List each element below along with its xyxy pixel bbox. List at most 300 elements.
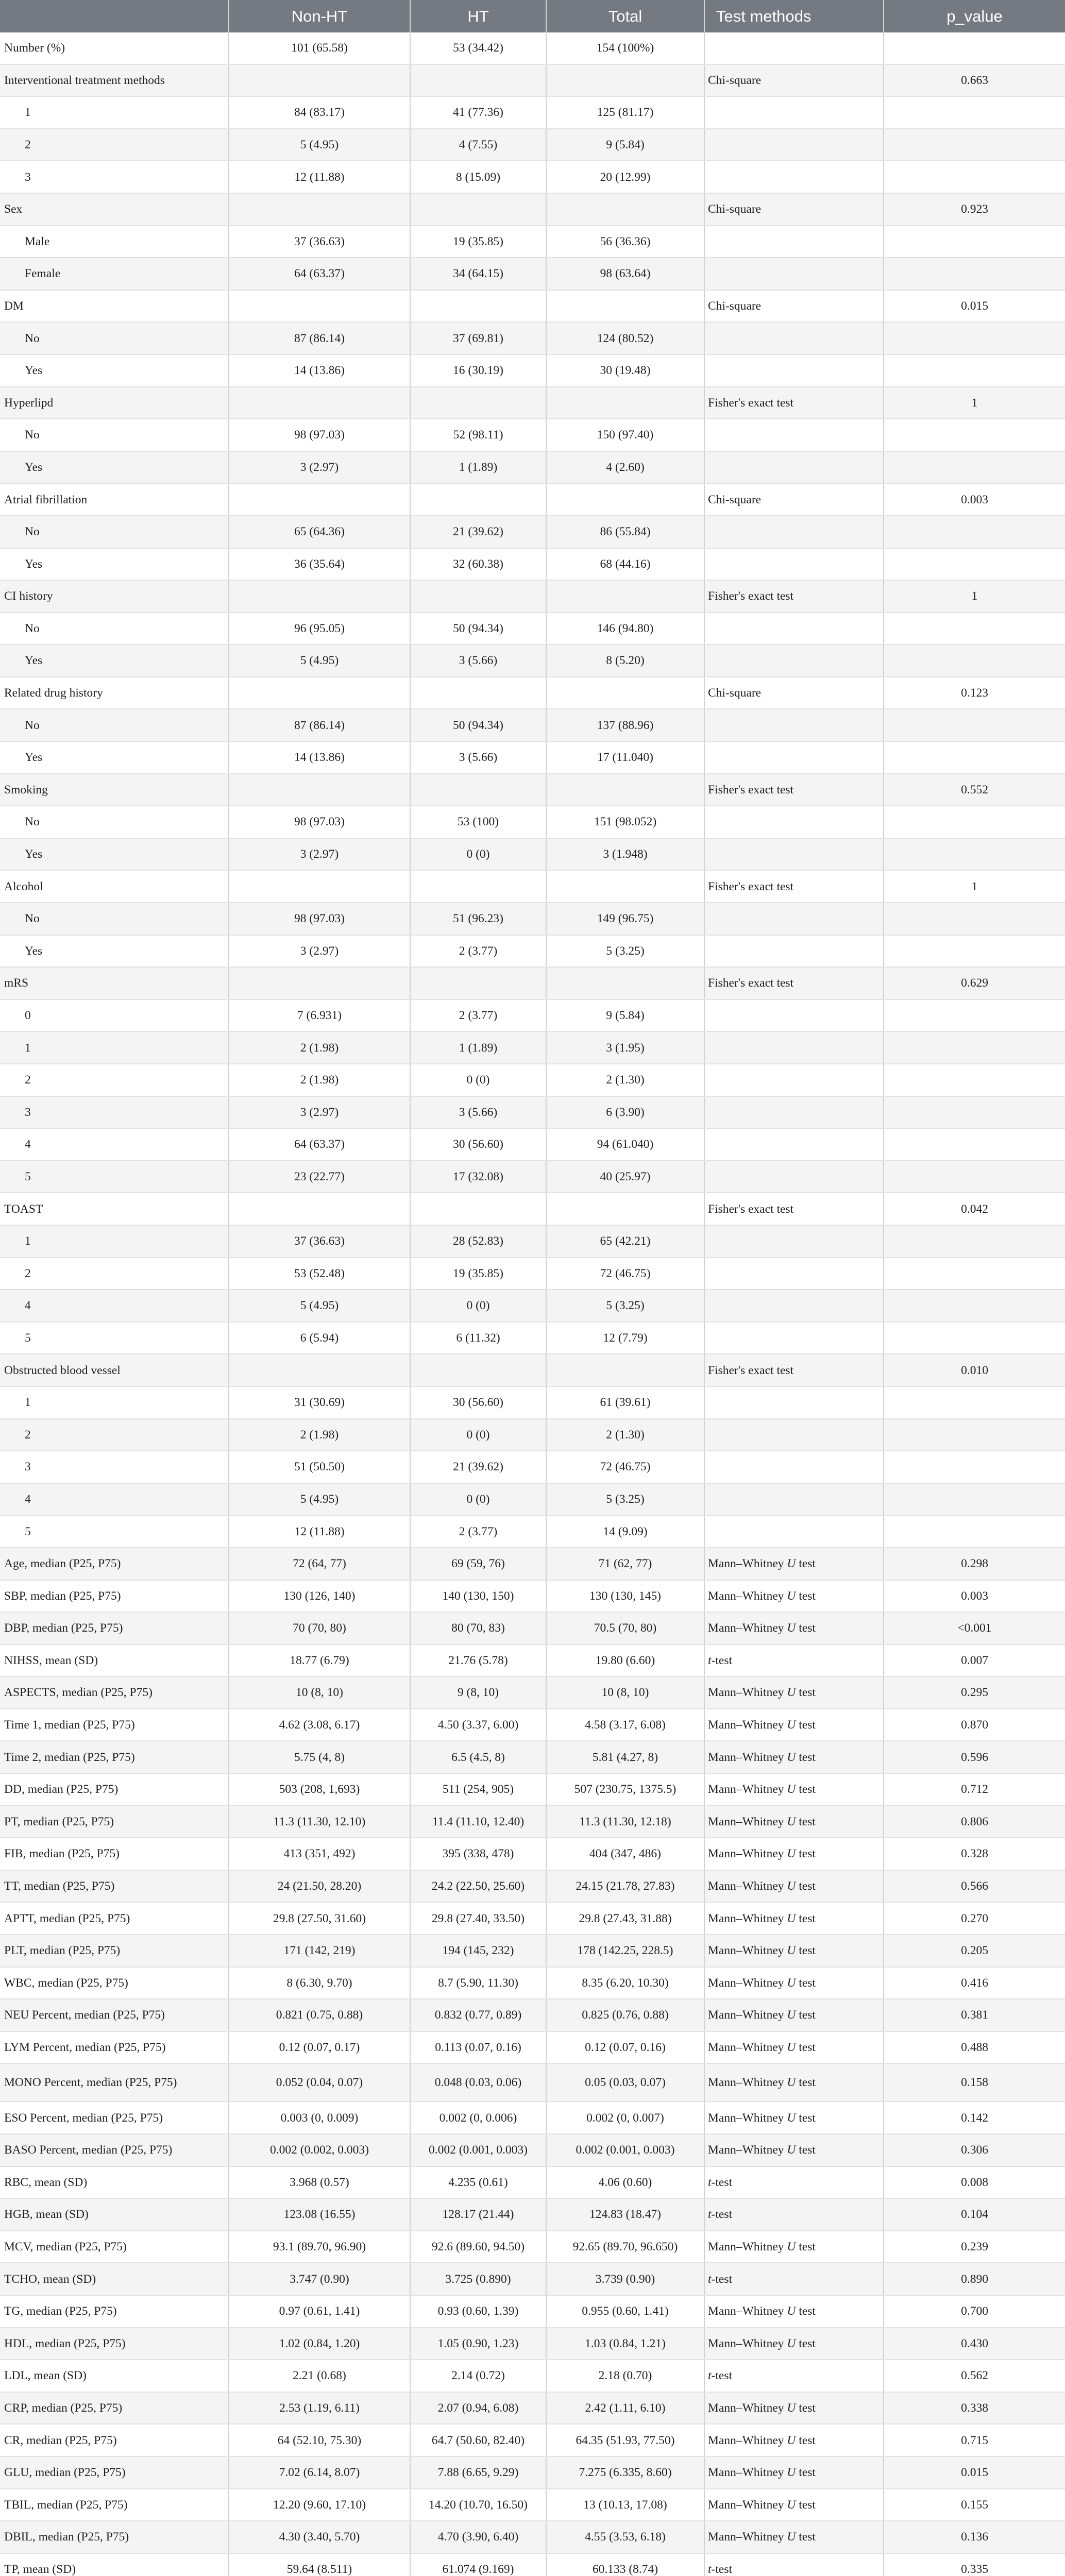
non-ht-value: 65 (64.36) [229,516,410,548]
ht-value: 2 (3.77) [410,999,546,1032]
ht-value: 2.07 (0.94, 6.08) [410,2392,546,2425]
row-label: 4 [0,1128,229,1161]
total-value: 1.03 (0.84, 1.21) [546,2328,704,2360]
total-value: 2 (1.30) [546,1419,704,1451]
table-row [0,32,1065,64]
table-row [0,2198,1065,2231]
row-label: Yes [0,935,229,968]
non-ht-value: 64 (63.37) [229,258,410,290]
test-method: Mann–Whitney U test [704,1870,884,1903]
table-row [0,1419,1065,1451]
table-row [0,709,1065,741]
table-row [0,1548,1065,1580]
row-label: HDL, median (P25, P75) [0,2328,229,2360]
p-value: 0.010 [884,1354,1065,1386]
ht-value: 52 (98.11) [410,419,546,451]
p-value [884,741,1065,774]
p-value: 0.306 [884,2134,1065,2166]
total-value: 60.133 (8.74) [546,2553,704,2576]
test-method: Chi-square [704,193,884,226]
total-value: 4.06 (0.60) [546,2166,704,2199]
total-value: 40 (25.97) [546,1161,704,1193]
row-label: No [0,613,229,645]
non-ht-value: 72 (64, 77) [229,1548,410,1580]
non-ht-value: 59.64 (8.511) [229,2553,410,2576]
row-label: TOAST [0,1193,229,1225]
total-value [546,870,704,903]
ht-value [410,193,546,226]
non-ht-value: 101 (65.58) [229,32,410,64]
ht-value [410,290,546,323]
row-label: Yes [0,451,229,484]
u-glyph: U [787,1879,796,1893]
test-method: Mann–Whitney U test [704,2102,884,2134]
ht-value [410,1193,546,1225]
table-row [0,2521,1065,2553]
test-method: Mann–Whitney U test [704,2063,884,2102]
test-method: Mann–Whitney U test [704,1709,884,1741]
test-method: t-test [704,2166,884,2199]
total-value: 24.15 (21.78, 27.83) [546,1870,704,1903]
p-value [884,548,1065,581]
total-value: 3 (1.948) [546,838,704,871]
u-glyph: U [787,2530,796,2544]
header-total: Total [546,0,704,32]
table-row [0,2424,1065,2456]
test-method [704,645,884,677]
row-label: TT, median (P25, P75) [0,1870,229,1903]
test-method: Mann–Whitney U test [704,1902,884,1935]
p-value: 0.298 [884,1548,1065,1580]
test-method: Mann–Whitney U test [704,1967,884,1999]
non-ht-value [229,870,410,903]
u-glyph: U [787,2041,796,2055]
table-row [0,2231,1065,2263]
total-value [546,483,704,516]
ht-value: 37 (69.81) [410,322,546,354]
ht-value: 28 (52.83) [410,1225,546,1258]
u-glyph: U [787,2466,796,2480]
table-row [0,613,1065,645]
row-label: CR, median (P25, P75) [0,2424,229,2456]
ht-value: 2 (3.77) [410,1515,546,1548]
total-value: 0.825 (0.76, 0.88) [546,1999,704,2031]
u-glyph: U [787,2143,796,2157]
p-value: 0.870 [884,1709,1065,1741]
table-row [0,193,1065,226]
total-value: 404 (347, 486) [546,1838,704,1870]
p-value: 0.008 [884,2166,1065,2199]
row-label: 4 [0,1483,229,1516]
total-value: 124.83 (18.47) [546,2198,704,2231]
non-ht-value: 123.08 (16.55) [229,2198,410,2231]
ht-value: 21 (39.62) [410,1451,546,1483]
table-row [0,1515,1065,1548]
non-ht-value: 0.97 (0.61, 1.41) [229,2295,410,2328]
ht-value: 4.235 (0.61) [410,2166,546,2199]
t-glyph: t [708,2208,712,2222]
ht-value: 29.8 (27.40, 33.50) [410,1902,546,1935]
test-method [704,1225,884,1258]
row-label: mRS [0,967,229,999]
ht-value: 17 (32.08) [410,1161,546,1193]
row-label: Male [0,226,229,258]
u-glyph: U [787,1911,796,1925]
u-glyph: U [787,1621,796,1635]
test-method: Mann–Whitney U test [704,1773,884,1806]
p-value: 0.596 [884,1741,1065,1773]
row-label: LYM Percent, median (P25, P75) [0,2031,229,2064]
p-value: 0.416 [884,1967,1065,1999]
p-value: 0.003 [884,1580,1065,1613]
test-method: Fisher's exact test [704,1193,884,1225]
ht-value [410,677,546,709]
ht-value: 0 (0) [410,838,546,871]
p-value [884,1386,1065,1419]
row-label: ESO Percent, median (P25, P75) [0,2102,229,2134]
ht-value: 194 (145, 232) [410,1935,546,1967]
ht-value: 16 (30.19) [410,354,546,387]
table-row [0,1193,1065,1225]
total-value: 0.12 (0.07, 0.16) [546,2031,704,2064]
table-row [0,1806,1065,1838]
total-value: 12 (7.79) [546,1322,704,1354]
total-value: 29.8 (27.43, 31.88) [546,1902,704,1935]
ht-value: 128.17 (21.44) [410,2198,546,2231]
test-method [704,1128,884,1161]
total-value [546,1193,704,1225]
non-ht-value: 5.75 (4, 8) [229,1741,410,1773]
row-label: APTT, median (P25, P75) [0,1902,229,1935]
test-method [704,258,884,290]
non-ht-value: 4.30 (3.40, 5.70) [229,2521,410,2553]
table-row [0,1161,1065,1193]
test-method [704,1258,884,1290]
total-value [546,387,704,419]
p-value: 1 [884,387,1065,419]
non-ht-value: 37 (36.63) [229,226,410,258]
ht-value: 0 (0) [410,1419,546,1451]
ht-value: 64.7 (50.60, 82.40) [410,2424,546,2456]
p-value: 0.552 [884,774,1065,806]
non-ht-value [229,64,410,97]
non-ht-value [229,1193,410,1225]
row-label: NEU Percent, median (P25, P75) [0,1999,229,2031]
total-value: 9 (5.84) [546,129,704,161]
row-label: Yes [0,548,229,581]
total-value: 14 (9.09) [546,1515,704,1548]
row-label: Age, median (P25, P75) [0,1548,229,1580]
table-row [0,483,1065,516]
row-label: No [0,419,229,451]
row-label: 5 [0,1322,229,1354]
row-label: Yes [0,741,229,774]
p-value [884,1225,1065,1258]
ht-value: 9 (8, 10) [410,1676,546,1709]
u-glyph: U [787,2008,796,2022]
total-value [546,580,704,613]
row-label: TP, mean (SD) [0,2553,229,2576]
non-ht-value: 3 (2.97) [229,451,410,484]
non-ht-value: 12.20 (9.60, 17.10) [229,2489,410,2521]
ht-value [410,483,546,516]
row-label: 3 [0,1096,229,1129]
total-value: 4.58 (3.17, 6.08) [546,1709,704,1741]
table-row [0,2263,1065,2295]
ht-value: 19 (35.85) [410,1258,546,1290]
total-value: 4 (2.60) [546,451,704,484]
test-method: t-test [704,2360,884,2392]
total-value: 5 (3.25) [546,1290,704,1322]
row-label: SBP, median (P25, P75) [0,1580,229,1613]
non-ht-value: 7 (6.931) [229,999,410,1032]
total-value: 5.81 (4.27, 8) [546,1741,704,1773]
table-row [0,2553,1065,2576]
ht-value: 21 (39.62) [410,516,546,548]
p-value: 0.335 [884,2553,1065,2576]
test-method: Mann–Whitney U test [704,2231,884,2263]
table-row [0,1935,1065,1967]
non-ht-value: 98 (97.03) [229,419,410,451]
total-value [546,774,704,806]
table-row [0,419,1065,451]
non-ht-value: 64 (63.37) [229,1128,410,1161]
ht-value: 0.002 (0, 0.006) [410,2102,546,2134]
row-label: No [0,903,229,935]
non-ht-value: 1.02 (0.84, 1.20) [229,2328,410,2360]
total-value: 5 (3.25) [546,1483,704,1516]
table-row [0,1612,1065,1645]
table-row [0,2031,1065,2064]
p-value: 0.295 [884,1676,1065,1709]
p-value: 0.806 [884,1806,1065,1838]
table-row [0,1096,1065,1129]
total-value: 0.002 (0.001, 0.003) [546,2134,704,2166]
u-glyph: U [787,1589,796,1603]
p-value: 1 [884,870,1065,903]
total-value: 10 (8, 10) [546,1676,704,1709]
non-ht-value: 84 (83.17) [229,96,410,129]
row-label: 1 [0,1386,229,1419]
total-value [546,967,704,999]
p-value: 0.562 [884,2360,1065,2392]
p-value: 0.270 [884,1902,1065,1935]
non-ht-value: 2 (1.98) [229,1031,410,1064]
non-ht-value: 29.8 (27.50, 31.60) [229,1902,410,1935]
total-value: 137 (88.96) [546,709,704,741]
p-value: 0.488 [884,2031,1065,2064]
ht-value [410,967,546,999]
total-value: 178 (142.25, 228.5) [546,1935,704,1967]
ht-value [410,870,546,903]
non-ht-value: 171 (142, 219) [229,1935,410,1967]
test-method: t-test [704,1645,884,1677]
total-value: 98 (63.64) [546,258,704,290]
non-ht-value: 4.62 (3.08, 6.17) [229,1709,410,1741]
test-method: Fisher's exact test [704,1354,884,1386]
ht-value [410,387,546,419]
test-method: t-test [704,2553,884,2576]
table-row [0,1258,1065,1290]
total-value: 8 (5.20) [546,645,704,677]
test-method: Mann–Whitney U test [704,1838,884,1870]
test-method: Mann–Whitney U test [704,1741,884,1773]
table-row [0,967,1065,999]
row-label: Interventional treatment methods [0,64,229,97]
row-label: TBIL, median (P25, P75) [0,2489,229,2521]
total-value: 64.35 (51.93, 77.50) [546,2424,704,2456]
table-row [0,322,1065,354]
p-value [884,226,1065,258]
p-value [884,903,1065,935]
non-ht-value: 93.1 (89.70, 96.90) [229,2231,410,2263]
non-ht-value: 503 (208, 1,693) [229,1773,410,1806]
table-row [0,64,1065,97]
p-value [884,258,1065,290]
row-label: Time 1, median (P25, P75) [0,1709,229,1741]
t-glyph: t [708,2175,712,2189]
non-ht-value: 5 (4.95) [229,129,410,161]
row-label: Alcohol [0,870,229,903]
non-ht-value: 37 (36.63) [229,1225,410,1258]
ht-value: 3 (5.66) [410,741,546,774]
p-value [884,161,1065,193]
total-value [546,290,704,323]
non-ht-value: 96 (95.05) [229,613,410,645]
test-method: Chi-square [704,64,884,97]
p-value: 0.700 [884,2295,1065,2328]
total-value: 71 (62, 77) [546,1548,704,1580]
table-body [0,32,1065,2576]
u-glyph: U [787,1686,796,1700]
table-header [0,0,1065,32]
p-value: 0.239 [884,2231,1065,2263]
ht-value: 6 (11.32) [410,1322,546,1354]
u-glyph: U [787,2076,796,2090]
test-method [704,354,884,387]
non-ht-value [229,967,410,999]
u-glyph: U [787,1815,796,1828]
total-value: 65 (42.21) [546,1225,704,1258]
u-glyph: U [787,2498,796,2512]
test-method [704,903,884,935]
ht-value: 69 (59, 76) [410,1548,546,1580]
total-value: 125 (81.17) [546,96,704,129]
total-value: 30 (19.48) [546,354,704,387]
table-row [0,806,1065,838]
test-method: Mann–Whitney U test [704,1999,884,2031]
non-ht-value: 3 (2.97) [229,838,410,871]
total-value: 61 (39.61) [546,1386,704,1419]
table-row [0,741,1065,774]
table-row [0,2295,1065,2328]
ht-value: 92.6 (89.60, 94.50) [410,2231,546,2263]
non-ht-value: 5 (4.95) [229,1483,410,1516]
table-row [0,1483,1065,1516]
table-row [0,2392,1065,2425]
test-method: Mann–Whitney U test [704,2456,884,2489]
u-glyph: U [787,2304,796,2318]
test-method: Mann–Whitney U test [704,2295,884,2328]
non-ht-value: 0.052 (0.04, 0.07) [229,2063,410,2102]
test-method: Mann–Whitney U test [704,1548,884,1580]
total-value: 86 (55.84) [546,516,704,548]
non-ht-value [229,1354,410,1386]
non-ht-value: 18.77 (6.79) [229,1645,410,1677]
total-value: 507 (230.75, 1375.5) [546,1773,704,1806]
p-value: 0.158 [884,2063,1065,2102]
row-label: 2 [0,1258,229,1290]
non-ht-value: 0.12 (0.07, 0.17) [229,2031,410,2064]
table-row [0,2134,1065,2166]
header-test-methods: Test methods [704,0,884,32]
table-row [0,1580,1065,1613]
ht-value: 34 (64.15) [410,258,546,290]
total-value: 19.80 (6.60) [546,1645,704,1677]
p-value: 0.136 [884,2521,1065,2553]
test-method [704,1322,884,1354]
header-variable [0,0,229,32]
test-method: Mann–Whitney U test [704,2489,884,2521]
test-method [704,1290,884,1322]
p-value: 0.629 [884,967,1065,999]
row-label: FIB, median (P25, P75) [0,1838,229,1870]
test-method [704,741,884,774]
row-label: MCV, median (P25, P75) [0,2231,229,2263]
total-value [546,64,704,97]
test-method: t-test [704,2198,884,2231]
row-label: 2 [0,1064,229,1096]
p-value [884,1451,1065,1483]
total-value: 150 (97.40) [546,419,704,451]
p-value [884,613,1065,645]
total-value: 2 (1.30) [546,1064,704,1096]
u-glyph: U [787,2111,796,2125]
test-method [704,838,884,871]
table-row [0,774,1065,806]
p-value: 0.715 [884,2424,1065,2456]
test-method [704,935,884,968]
ht-value: 8.7 (5.90, 11.30) [410,1967,546,1999]
row-label: MONO Percent, median (P25, P75) [0,2063,229,2102]
table-row [0,2328,1065,2360]
ht-value: 19 (35.85) [410,226,546,258]
row-label: HGB, mean (SD) [0,2198,229,2231]
ht-value: 41 (77.36) [410,96,546,129]
p-value [884,1064,1065,1096]
non-ht-value: 31 (30.69) [229,1386,410,1419]
ht-value: 53 (34.42) [410,32,546,64]
ht-value: 11.4 (11.10, 12.40) [410,1806,546,1838]
non-ht-value: 130 (126, 140) [229,1580,410,1613]
non-ht-value: 2.21 (0.68) [229,2360,410,2392]
non-ht-value [229,774,410,806]
total-value: 4.55 (3.53, 6.18) [546,2521,704,2553]
row-label: 2 [0,129,229,161]
table-row [0,1225,1065,1258]
table-row [0,2456,1065,2489]
table-row [0,516,1065,548]
table-row [0,548,1065,581]
test-method [704,548,884,581]
ht-value: 61.074 (9.169) [410,2553,546,2576]
total-value: 56 (36.36) [546,226,704,258]
non-ht-value: 2 (1.98) [229,1064,410,1096]
test-method [704,1031,884,1064]
total-value: 2.18 (0.70) [546,2360,704,2392]
table-row [0,1741,1065,1773]
ht-value: 0.93 (0.60, 1.39) [410,2295,546,2328]
